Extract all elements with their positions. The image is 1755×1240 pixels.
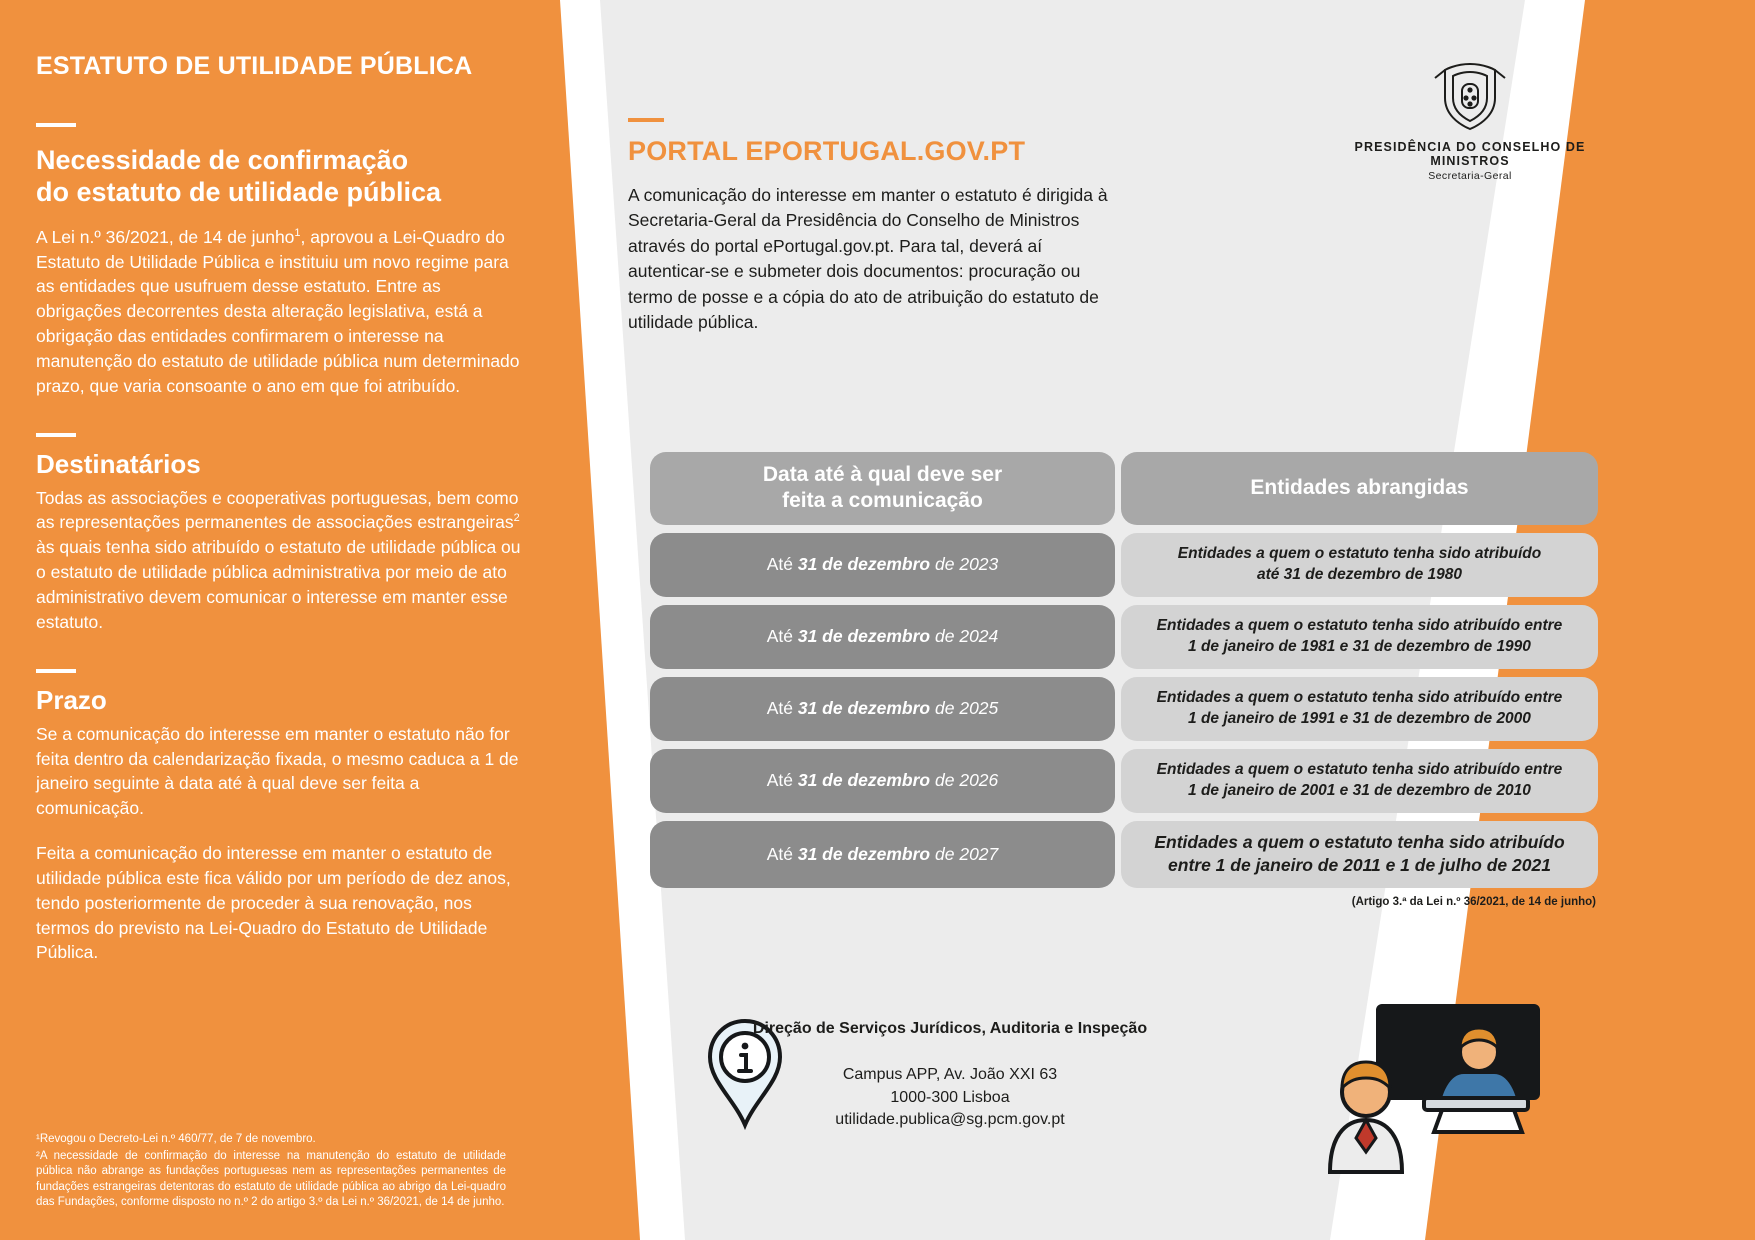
table-source-note: (Artigo 3.ª da Lei n.º 36/2021, de 14 de junho) — [1351, 895, 1596, 908]
table-cell-date — [650, 821, 1115, 888]
entity-line-1: Entidades a quem o estatuto tenha sido atribuído — [1177, 544, 1542, 562]
table-cell-entities — [1121, 533, 1598, 597]
footnote-marker-1: 1 — [294, 226, 301, 239]
entity-line-1: Entidades a quem o estatuto tenha sido atribuído entre — [1156, 616, 1563, 634]
section-body-confirmacao — [36, 225, 524, 399]
entity-line-2: 1 de janeiro de 1991 e 31 de dezembro de 2000 — [1188, 709, 1531, 727]
table-header-date — [650, 452, 1115, 525]
date-prefix: Até — [766, 554, 798, 574]
section-body-part-a: A Lei n.º 36/2021, de 14 de junho — [36, 226, 295, 247]
date-prefix: Até — [766, 770, 798, 790]
people-presentation-icon — [1320, 1000, 1550, 1180]
table-cell-date — [650, 605, 1115, 669]
table-cell-date — [650, 749, 1115, 813]
date-strong: 31 de dezembro — [797, 698, 931, 718]
section-title-line1: Necessidade de confirmação — [36, 145, 409, 175]
section-title-prazo: Prazo — [36, 684, 107, 715]
table-row — [650, 533, 1600, 597]
divider-rule — [36, 123, 76, 127]
table-cell-entities — [1121, 749, 1598, 813]
entity-line-1: Entidades a quem o estatuto tenha sido atribuído entre — [1156, 760, 1563, 778]
table-row — [650, 677, 1600, 741]
entity-line-2: 1 de janeiro de 1981 e 31 de dezembro de 1990 — [1188, 637, 1531, 655]
divider-rule-portal — [628, 118, 664, 122]
date-suffix: de 2027 — [930, 843, 999, 864]
section-title-destinatarios: Destinatários — [36, 448, 201, 479]
date-strong: 31 de dezembro — [797, 843, 931, 864]
table-header-date-line2: feita a comunicação — [782, 489, 983, 513]
table-header-date-line1: Data até à qual deve ser — [762, 463, 1003, 486]
date-suffix: de 2025 — [930, 698, 999, 718]
table-cell-entities — [1121, 677, 1598, 741]
entity-line-1: Entidades a quem o estatuto tenha sido atribuído entre — [1156, 688, 1563, 706]
footnote-2: ²A necessidade de confirmação do interesse na manutenção do estatuto de utilidade pública não abrange as fundações portuguesas nem as representações permanentes de fundações estrangeiras detentoras do estatuto de utilidade pública ao abrigo da Lei-quadro das Fundações, conforme disposto no n.º 2 do artigo 3.º da Lei n.º 36/2021, de 14 de junho. — [36, 1150, 506, 1208]
footnote-marker-2: 2 — [513, 512, 520, 525]
government-logo — [1320, 60, 1620, 182]
logo-line-2: Secretaria-Geral — [1428, 170, 1512, 182]
table-row — [650, 749, 1600, 813]
footer-organization: Direção de Serviços Jurídicos, Auditoria e Inspeção — [752, 1020, 1148, 1037]
footer-address: Campus APP, Av. João XXI 63 — [842, 1066, 1058, 1083]
portal-section — [628, 0, 1188, 335]
table-row — [650, 605, 1600, 669]
entity-line-2: 1 de janeiro de 2001 e 31 de dezembro de 2010 — [1188, 781, 1531, 799]
coat-of-arms-icon — [1427, 60, 1513, 134]
table-cell-entities — [1121, 821, 1598, 888]
footnotes-block — [36, 1132, 506, 1212]
divider-rule-3 — [36, 669, 76, 673]
section-body-prazo-2: Feita a comunicação do interesse em manter o estatuto de utilidade pública este fica válido por um período de dez anos, tendo posteriormente de proceder à sua renovação, nos termos do previsto na Lei-Quadro do Estatuto de Utilidade Pública. — [36, 843, 511, 963]
footer-postal: 1000-300 Lisboa — [890, 1088, 1010, 1106]
table-header-row — [650, 452, 1600, 525]
date-suffix: de 2023 — [930, 554, 999, 574]
footnote-1: ¹Revogou o Decreto-Lei n.º 460/77, de 7 de novembro. — [36, 1133, 316, 1146]
section-title-confirmacao — [36, 145, 524, 209]
deadlines-table — [650, 452, 1600, 908]
portal-title: PORTAL EPORTUGAL.GOV.PT — [628, 136, 1026, 166]
date-prefix: Até — [766, 698, 798, 718]
footer-email[interactable]: utilidade.publica@sg.pcm.gov.pt — [835, 1111, 1065, 1129]
table-header-entities: Entidades abrangidas — [1121, 452, 1598, 525]
section-body-part-b: , aprovou a Lei-Quadro do Estatuto de Utilidade Pública e instituiu um novo regime para as entidades que usufruem desse estatuto. Entre as obrigações decorrentes desta alteração legislativa, está a obrigação das entidades confirmarem o interesse na manutenção do estatuto de utilidade pública num determinado prazo, que varia consoante o ano em que foi atribuído. — [36, 226, 520, 396]
footer-contact — [690, 1020, 1210, 1132]
table-cell-date — [650, 677, 1115, 741]
date-prefix: Até — [766, 843, 798, 864]
logo-line-1: PRESIDÊNCIA DO CONSELHO DE MINISTROS — [1354, 140, 1586, 168]
date-suffix: de 2026 — [930, 770, 999, 790]
section-body-prazo-1: Se a comunicação do interesse em manter o estatuto não for feita dentro da calendarização fixada, o mesmo caduca a 1 de janeiro seguinte à data até à qual deve ser feita a comunicação. — [36, 723, 519, 819]
destinatarios-part-a: Todas as associações e cooperativas portuguesas, bem como as representações permanentes de associações estrangeiras — [36, 487, 519, 533]
date-suffix: de 2024 — [930, 626, 999, 646]
table-cell-date — [650, 533, 1115, 597]
section-body-destinatarios — [36, 486, 524, 635]
portal-body: A comunicação do interesse em manter o estatuto é dirigida à Secretaria-Geral da Presidência do Conselho de Ministros através do portal ePortugal.gov.pt. Para tal, deverá aí autenticar-se e submeter dois documentos: procuração ou termo de posse e a cópia do ato de atribuição do estatuto de utilidade pública. — [628, 185, 1108, 332]
table-cell-entities — [1121, 605, 1598, 669]
date-strong: 31 de dezembro — [797, 626, 931, 646]
entity-line-1: Entidades a quem o estatuto tenha sido atribuído — [1154, 831, 1565, 852]
entity-line-2: entre 1 de janeiro de 2011 e 1 de julho de 2021 — [1168, 855, 1551, 876]
destinatarios-part-b: às quais tenha sido atribuído o estatuto de utilidade pública ou o estatuto de utilidade pública administrativa por meio de ato administrativo devem comunicar o interesse em manter esse estatuto. — [36, 537, 521, 632]
entity-line-2: até 31 de dezembro de 1980 — [1256, 565, 1463, 583]
page-title: ESTATUTO DE UTILIDADE PÚBLICA — [36, 52, 473, 80]
section-title-line2: do estatuto de utilidade pública — [36, 176, 442, 207]
date-prefix: Até — [766, 626, 798, 646]
left-content-column — [0, 0, 560, 1240]
divider-rule-2 — [36, 433, 76, 437]
table-row — [650, 821, 1600, 888]
date-strong: 31 de dezembro — [797, 554, 931, 574]
date-strong: 31 de dezembro — [797, 770, 931, 790]
